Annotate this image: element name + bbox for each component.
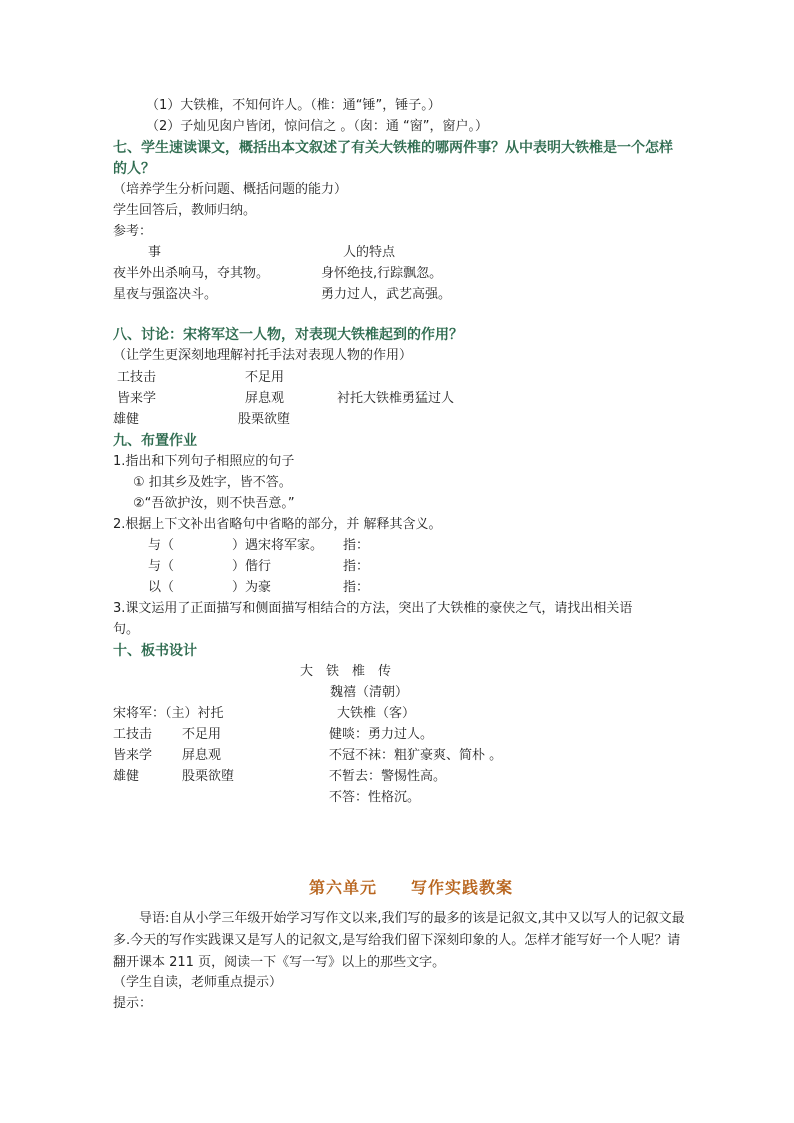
q2-row-1-c: 指： [343, 538, 370, 553]
q2-row-2-b: ）偕行 [232, 559, 272, 574]
board-right-head: 大铁椎（客） [337, 706, 416, 721]
unit-hint: 提示： [113, 996, 153, 1011]
board-title: 大 铁 椎 传 [300, 664, 392, 679]
board-left-head: 宋将军：（主）衬托 [113, 706, 224, 721]
section-8-heading: 八、讨论：宋将军这一人物，对表现大铁椎起到的作用？ [113, 327, 463, 343]
section-8-note: （让学生更深刻地理解衬托手法对表现人物的作用） [113, 348, 413, 363]
q1-b: ②“吾欲护汝，则不快吾意。” [133, 496, 295, 511]
q2-row-1-b: ）遇宋将军家。 [232, 538, 324, 553]
section-10-heading: 十、板书设计 [113, 643, 197, 659]
section-7-ref: 参考： [113, 224, 153, 239]
board-right-r1: 健啖：勇力过人。 [329, 727, 434, 742]
unit-title: 第六单元 写作实践教案 [309, 878, 514, 897]
s8-r2a: 皆来学 [117, 391, 157, 406]
s8-r3b: 股栗欲堕 [238, 412, 291, 427]
q2-row-1-a: 与（ [148, 538, 175, 553]
section-7-after: 学生回答后，教师归纳。 [113, 203, 257, 218]
board-left-r2a: 皆来学 [113, 748, 153, 763]
board-left-r1b: 不足用 [182, 727, 222, 742]
q2: 2.根据上下文补出省略句中省略的部分，并 解释其含义。 [113, 517, 442, 532]
board-right-r2: 不冠不袜：粗犷豪爽、简朴 。 [329, 748, 503, 763]
q3: 3.课文运用了正面描写和侧面描写相结合的方法，突出了大铁椎的豪侠之气，请找出相关语 [113, 601, 633, 616]
col-trait-header: 人的特点 [343, 245, 396, 260]
q2-row-3-b: ）为豪 [232, 580, 272, 595]
q3-cont: 句。 [113, 622, 140, 637]
s8-r2b: 屏息观 [245, 391, 285, 406]
q1: 1.指出和下列句子相照应的句子 [113, 454, 295, 469]
trait-row-1: 身怀绝技,行踪飘忽。 [321, 266, 443, 281]
section-7-heading: 七、学生速读课文，概括出本文叙述了有关大铁椎的哪两件事？从中表明大铁椎是一个怎样 [113, 140, 673, 156]
unit-intro-paragraph: 导语:自从小学三年级开始学习写作文以来,我们写的最多的该是记叙文,其中又以写人的记叙文最多.今天的写作实践课又是写人的记叙文,是写给我们留下深刻印象的人。怎样才能写好一个人呢？请翻开课本 211 页，阅读一下《写一写》以上的那些文字。 [113, 911, 685, 970]
s8-r2c: 衬托大铁椎勇猛过人 [337, 391, 455, 406]
board-left-r1a: 工技击 [113, 727, 153, 742]
board-left-r3b: 股栗欲堕 [182, 769, 235, 784]
board-left-r2b: 屏息观 [182, 748, 222, 763]
s8-r3a: 雄健 [113, 412, 140, 427]
board-right-r3: 不暂去：警惕性高。 [329, 769, 447, 784]
unit-note: （学生自读，老师重点提示） [113, 975, 283, 990]
trait-row-2: 勇力过人，武艺高强。 [321, 287, 452, 302]
event-row-1: 夜半外出杀响马，夺其物。 [113, 266, 270, 281]
q2-row-3-c: 指： [343, 580, 370, 595]
q2-row-2-c: 指： [343, 559, 370, 574]
note-item-2: （2）子灿见囱户皆闭，惊问信之 。（囱：通 “窗”，窗户。） [146, 119, 489, 134]
note-item-1: （1）大铁椎，不知何许人。（椎：通“锤”，锤子。） [146, 98, 441, 113]
s8-r1a: 工技击 [117, 370, 157, 385]
q2-row-2-a: 与（ [148, 559, 175, 574]
col-event-header: 事 [148, 245, 162, 260]
board-left-r3a: 雄健 [113, 769, 140, 784]
board-right-r4: 不答：性格沉。 [329, 790, 421, 805]
q1-a: ① 扣其乡及姓字，皆不答。 [133, 475, 292, 490]
q2-row-3-a: 以（ [148, 580, 175, 595]
section-9-heading: 九、布置作业 [113, 433, 197, 449]
board-author: 魏禧（清朝） [330, 685, 409, 700]
s8-r1b: 不足用 [245, 370, 285, 385]
section-7-heading-cont: 的人？ [113, 161, 155, 177]
section-7-note: （培养学生分析问题、概括问题的能力） [113, 182, 348, 197]
event-row-2: 星夜与强盗决斗。 [113, 287, 218, 302]
